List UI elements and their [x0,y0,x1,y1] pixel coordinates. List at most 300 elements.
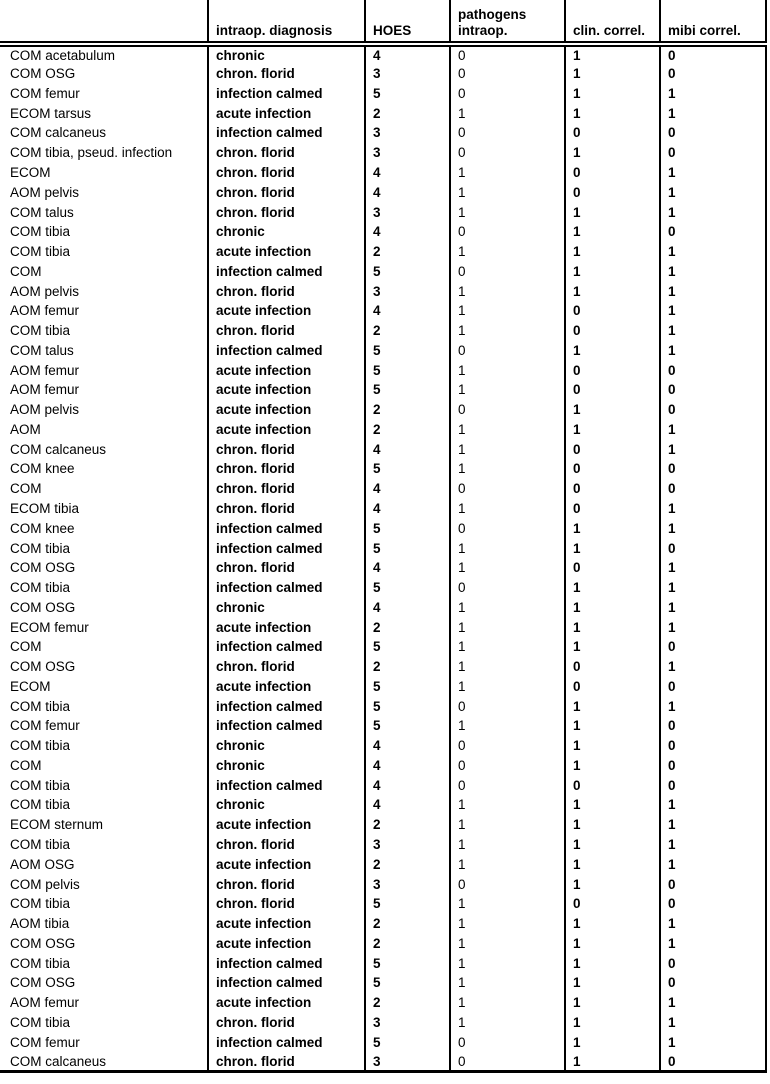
cell-pathogens-intraop: 0 [450,578,565,598]
cell-intraop-diagnosis: acute infection [208,420,365,440]
table-row [0,854,766,874]
cell-hoes: 3 [365,281,450,301]
cell-clin-correl: 0 [565,380,660,400]
table-row [0,617,766,637]
cell-case: AOM pelvis [10,402,80,418]
cell-clin-correl: 1 [565,340,660,360]
cell-pathogens-intraop: 1 [450,301,565,321]
cell-pathogens-intraop: 1 [450,538,565,558]
cell-mibi-correl: 1 [660,163,766,183]
table-row [0,756,766,776]
cell-hoes: 5 [365,716,450,736]
cell-intraop-diagnosis: infection calmed [208,578,365,598]
cell-intraop-diagnosis: acute infection [208,993,365,1013]
cell-case: COM tibia [10,580,71,596]
cell-pathogens-intraop: 1 [450,597,565,617]
table-row [0,874,766,894]
cell-hoes: 5 [365,696,450,716]
cell-hoes: 5 [365,894,450,914]
table-row [0,933,766,953]
cell-hoes: 3 [365,1013,450,1033]
table-row [0,64,766,84]
cell-intraop-diagnosis: infection calmed [208,538,365,558]
table-row [0,499,766,519]
cell-mibi-correl: 1 [660,281,766,301]
cell-hoes: 3 [365,202,450,222]
cell-mibi-correl: 0 [660,756,766,776]
cell-hoes: 2 [365,420,450,440]
cell-case: COM tibia [10,698,71,714]
cell-clin-correl: 0 [565,479,660,499]
cell-hoes: 2 [365,854,450,874]
cell-clin-correl: 1 [565,874,660,894]
cell-mibi-correl: 0 [660,538,766,558]
cell-pathogens-intraop: 1 [450,103,565,123]
cell-pathogens-intraop: 1 [450,202,565,222]
cell-clin-correl: 1 [565,973,660,993]
cell-hoes: 3 [365,874,450,894]
cell-case: AOM femur [10,995,80,1011]
table-row [0,538,766,558]
cell-intraop-diagnosis: chronic [208,597,365,617]
cell-intraop-diagnosis: chron. florid [208,459,365,479]
table-row [0,993,766,1013]
cell-mibi-correl: 1 [660,657,766,677]
cell-intraop-diagnosis: acute infection [208,301,365,321]
cell-mibi-correl: 1 [660,815,766,835]
cell-pathogens-intraop: 0 [450,400,565,420]
cell-hoes: 4 [365,479,450,499]
cell-hoes: 5 [365,360,450,380]
table-row [0,420,766,440]
cell-pathogens-intraop: 1 [450,459,565,479]
cell-pathogens-intraop: 0 [450,123,565,143]
cell-hoes: 5 [365,380,450,400]
cell-hoes: 5 [365,84,450,104]
cell-clin-correl: 1 [565,1013,660,1033]
cell-intraop-diagnosis: chronic [208,736,365,756]
table-row [0,716,766,736]
cell-intraop-diagnosis: acute infection [208,242,365,262]
cell-case: COM tibia [10,244,71,260]
cell-case: COM tibia [10,777,71,793]
cell-intraop-diagnosis: chron. florid [208,499,365,519]
cell-clin-correl: 1 [565,64,660,84]
cell-hoes: 4 [365,775,450,795]
cell-intraop-diagnosis: acute infection [208,617,365,637]
column-header-pathogens-intraop: pathogens intraop. [450,0,565,44]
table-row [0,953,766,973]
table-row [0,914,766,934]
cell-pathogens-intraop: 0 [450,340,565,360]
cell-mibi-correl: 0 [660,953,766,973]
cell-pathogens-intraop: 0 [450,44,565,64]
cell-mibi-correl: 1 [660,103,766,123]
table-row [0,281,766,301]
cell-intraop-diagnosis: chron. florid [208,182,365,202]
cell-hoes: 5 [365,1032,450,1052]
table-row [0,736,766,756]
cell-intraop-diagnosis: acute infection [208,914,365,934]
cell-mibi-correl: 0 [660,479,766,499]
cell-clin-correl: 0 [565,163,660,183]
table-body [0,44,766,1072]
cell-clin-correl: 1 [565,617,660,637]
cell-intraop-diagnosis: infection calmed [208,953,365,973]
cell-mibi-correl: 1 [660,182,766,202]
cell-hoes: 3 [365,143,450,163]
cell-pathogens-intraop: 1 [450,182,565,202]
cell-case: ECOM [10,678,51,694]
cell-intraop-diagnosis: infection calmed [208,637,365,657]
cell-mibi-correl: 0 [660,360,766,380]
cell-pathogens-intraop: 1 [450,558,565,578]
cell-mibi-correl: 1 [660,1032,766,1052]
cell-hoes: 5 [365,953,450,973]
cell-case: ECOM femur [10,619,89,635]
cell-mibi-correl: 1 [660,696,766,716]
cell-clin-correl: 1 [565,400,660,420]
cell-pathogens-intraop: 1 [450,795,565,815]
cell-hoes: 3 [365,64,450,84]
cell-clin-correl: 0 [565,775,660,795]
cell-intraop-diagnosis: chron. florid [208,321,365,341]
cell-intraop-diagnosis: chron. florid [208,163,365,183]
cell-intraop-diagnosis: acute infection [208,103,365,123]
cell-clin-correl: 1 [565,222,660,242]
cell-clin-correl: 1 [565,815,660,835]
cell-pathogens-intraop: 1 [450,894,565,914]
cell-clin-correl: 1 [565,103,660,123]
cell-clin-correl: 1 [565,696,660,716]
cell-clin-correl: 0 [565,301,660,321]
cell-mibi-correl: 0 [660,973,766,993]
cell-hoes: 4 [365,222,450,242]
cell-clin-correl: 1 [565,242,660,262]
cell-case: COM calcaneus [10,1053,107,1069]
cell-pathogens-intraop: 1 [450,815,565,835]
cell-hoes: 2 [365,914,450,934]
cell-intraop-diagnosis: acute infection [208,854,365,874]
table-row [0,795,766,815]
cell-case: AOM [10,421,41,437]
cell-clin-correl: 0 [565,657,660,677]
cell-case: COM knee [10,461,75,477]
cell-mibi-correl: 1 [660,933,766,953]
cell-pathogens-intraop: 1 [450,914,565,934]
cell-case: COM [10,639,42,655]
cell-clin-correl: 1 [565,993,660,1013]
cell-hoes: 4 [365,301,450,321]
cell-intraop-diagnosis: chronic [208,44,365,64]
cell-hoes: 2 [365,321,450,341]
cell-clin-correl: 0 [565,439,660,459]
cell-pathogens-intraop: 1 [450,163,565,183]
cell-case: COM OSG [10,935,76,951]
table-row [0,439,766,459]
cell-hoes: 3 [365,1052,450,1072]
table-row [0,340,766,360]
cell-mibi-correl: 1 [660,321,766,341]
table-row [0,44,766,64]
cell-hoes: 3 [365,835,450,855]
cell-intraop-diagnosis: chronic [208,222,365,242]
cell-mibi-correl: 1 [660,617,766,637]
cell-pathogens-intraop: 0 [450,696,565,716]
cell-mibi-correl: 0 [660,637,766,657]
table-row [0,84,766,104]
cell-intraop-diagnosis: acute infection [208,933,365,953]
column-header-intraop-diagnosis: intraop. diagnosis [208,0,365,44]
cell-pathogens-intraop: 1 [450,242,565,262]
cell-mibi-correl: 0 [660,123,766,143]
table-row [0,677,766,697]
table-row [0,597,766,617]
cell-clin-correl: 1 [565,597,660,617]
cell-mibi-correl: 1 [660,301,766,321]
cell-hoes: 4 [365,736,450,756]
cell-clin-correl: 0 [565,558,660,578]
cell-intraop-diagnosis: infection calmed [208,1032,365,1052]
cell-case: COM tibia [10,323,71,339]
cell-case: ECOM tibia [10,500,80,516]
cell-mibi-correl: 0 [660,1052,766,1072]
cell-pathogens-intraop: 0 [450,143,565,163]
cell-mibi-correl: 1 [660,558,766,578]
cell-clin-correl: 1 [565,953,660,973]
table-row [0,242,766,262]
cell-clin-correl: 0 [565,360,660,380]
cell-pathogens-intraop: 1 [450,993,565,1013]
table-row [0,696,766,716]
cell-intraop-diagnosis: infection calmed [208,84,365,104]
table-row [0,222,766,242]
table-row [0,518,766,538]
cell-intraop-diagnosis: infection calmed [208,775,365,795]
cell-intraop-diagnosis: chron. florid [208,894,365,914]
cell-hoes: 4 [365,795,450,815]
cell-hoes: 4 [365,756,450,776]
cell-hoes: 4 [365,163,450,183]
cell-clin-correl: 1 [565,518,660,538]
cell-pathogens-intraop: 1 [450,1013,565,1033]
cell-clin-correl: 0 [565,123,660,143]
cell-intraop-diagnosis: infection calmed [208,716,365,736]
cell-case: COM acetabulum [10,47,116,63]
cell-intraop-diagnosis: chron. florid [208,439,365,459]
cell-pathogens-intraop: 1 [450,281,565,301]
cell-pathogens-intraop: 1 [450,439,565,459]
cell-case: AOM femur [10,303,80,319]
cell-clin-correl: 1 [565,1052,660,1072]
cell-hoes: 5 [365,637,450,657]
table-row [0,202,766,222]
cell-clin-correl: 1 [565,914,660,934]
cell-case: COM talus [10,342,74,358]
cell-pathogens-intraop: 0 [450,222,565,242]
cell-hoes: 2 [365,400,450,420]
cell-hoes: 4 [365,558,450,578]
cell-case: AOM pelvis [10,283,80,299]
cell-case: COM tibia, pseud. infection [10,145,173,161]
cell-pathogens-intraop: 0 [450,1032,565,1052]
cell-case: COM OSG [10,560,76,576]
cell-intraop-diagnosis: acute infection [208,380,365,400]
cell-hoes: 4 [365,499,450,519]
table-row [0,261,766,281]
cell-case: COM tibia [10,224,71,240]
cell-clin-correl: 1 [565,835,660,855]
cell-pathogens-intraop: 0 [450,775,565,795]
cell-mibi-correl: 1 [660,261,766,281]
cell-mibi-correl: 1 [660,914,766,934]
cell-clin-correl: 1 [565,578,660,598]
table-header [0,0,766,44]
cell-clin-correl: 0 [565,894,660,914]
cell-mibi-correl: 0 [660,44,766,64]
cell-hoes: 5 [365,518,450,538]
cell-mibi-correl: 0 [660,716,766,736]
cell-mibi-correl: 1 [660,795,766,815]
cell-intraop-diagnosis: infection calmed [208,518,365,538]
cell-pathogens-intraop: 1 [450,380,565,400]
cell-mibi-correl: 1 [660,202,766,222]
cell-clin-correl: 1 [565,637,660,657]
cell-clin-correl: 1 [565,1032,660,1052]
cell-intraop-diagnosis: chronic [208,795,365,815]
cell-clin-correl: 1 [565,736,660,756]
cell-hoes: 5 [365,459,450,479]
cell-pathogens-intraop: 1 [450,657,565,677]
cell-pathogens-intraop: 1 [450,854,565,874]
cell-case: COM calcaneus [10,125,107,141]
table-row [0,973,766,993]
cell-case: AOM femur [10,362,80,378]
table-row [0,657,766,677]
cell-clin-correl: 1 [565,84,660,104]
cell-mibi-correl: 1 [660,597,766,617]
cell-clin-correl: 1 [565,281,660,301]
cell-mibi-correl: 0 [660,677,766,697]
cell-case: AOM tibia [10,916,70,932]
cell-hoes: 5 [365,538,450,558]
cell-case: COM tibia [10,955,71,971]
cell-pathogens-intraop: 1 [450,716,565,736]
cell-hoes: 4 [365,439,450,459]
cell-mibi-correl: 0 [660,894,766,914]
cell-mibi-correl: 1 [660,518,766,538]
cell-case: COM calcaneus [10,441,107,457]
cell-case: COM tibia [10,837,71,852]
cell-mibi-correl: 1 [660,1013,766,1033]
cell-case: COM tibia [10,896,71,912]
cell-hoes: 4 [365,182,450,202]
cell-intraop-diagnosis: chron. florid [208,558,365,578]
cell-pathogens-intraop: 0 [450,64,565,84]
cell-mibi-correl: 1 [660,835,766,855]
table-row [0,103,766,123]
table-row [0,163,766,183]
cell-case: COM OSG [10,975,76,991]
table-row [0,123,766,143]
cell-clin-correl: 1 [565,202,660,222]
cell-hoes: 4 [365,597,450,617]
cell-pathogens-intraop: 0 [450,874,565,894]
cell-intraop-diagnosis: chron. florid [208,143,365,163]
cell-intraop-diagnosis: infection calmed [208,261,365,281]
cell-clin-correl: 0 [565,182,660,202]
cell-case: COM knee [10,520,75,536]
table-row [0,459,766,479]
cell-case: COM [10,263,42,279]
cell-mibi-correl: 1 [660,993,766,1013]
cell-clin-correl: 1 [565,756,660,776]
cell-hoes: 5 [365,677,450,697]
column-header-clin-correl: clin. correl. [565,0,660,44]
cell-intraop-diagnosis: chron. florid [208,835,365,855]
cell-pathogens-intraop: 0 [450,84,565,104]
cell-case: COM tibia [10,797,71,813]
cell-pathogens-intraop: 0 [450,1052,565,1072]
cell-case: COM femur [10,1034,80,1050]
cell-pathogens-intraop: 1 [450,499,565,519]
table-row [0,1013,766,1033]
cell-mibi-correl: 1 [660,340,766,360]
table-row [0,143,766,163]
cell-intraop-diagnosis: acute infection [208,815,365,835]
cell-pathogens-intraop: 1 [450,677,565,697]
cell-hoes: 5 [365,973,450,993]
cell-pathogens-intraop: 1 [450,933,565,953]
cell-pathogens-intraop: 1 [450,360,565,380]
cell-intraop-diagnosis: infection calmed [208,340,365,360]
cell-intraop-diagnosis: chron. florid [208,64,365,84]
cell-case: COM OSG [10,599,76,615]
cell-pathogens-intraop: 0 [450,518,565,538]
table-row [0,815,766,835]
cell-pathogens-intraop: 1 [450,321,565,341]
cell-hoes: 2 [365,815,450,835]
cell-intraop-diagnosis: chron. florid [208,874,365,894]
column-header-hoes: HOES [365,0,450,44]
cell-case: COM [10,757,42,773]
cell-clin-correl: 0 [565,459,660,479]
cell-pathogens-intraop: 0 [450,479,565,499]
cell-clin-correl: 1 [565,716,660,736]
cell-intraop-diagnosis: chron. florid [208,657,365,677]
cell-pathogens-intraop: 1 [450,835,565,855]
cell-pathogens-intraop: 0 [450,261,565,281]
cell-hoes: 4 [365,44,450,64]
cell-mibi-correl: 1 [660,420,766,440]
cell-case: AOM femur [10,382,80,398]
cell-case: COM talus [10,204,74,220]
cell-case: COM [10,481,42,497]
cell-clin-correl: 0 [565,321,660,341]
cell-hoes: 5 [365,340,450,360]
cell-mibi-correl: 0 [660,775,766,795]
table-row [0,637,766,657]
table-row [0,479,766,499]
table-row [0,301,766,321]
column-header-mibi-correl: mibi correl. [660,0,766,44]
cell-hoes: 2 [365,242,450,262]
cell-pathogens-intraop: 1 [450,420,565,440]
cell-case: ECOM [10,164,51,180]
cell-mibi-correl: 0 [660,874,766,894]
cell-mibi-correl: 0 [660,400,766,420]
table-row [0,321,766,341]
